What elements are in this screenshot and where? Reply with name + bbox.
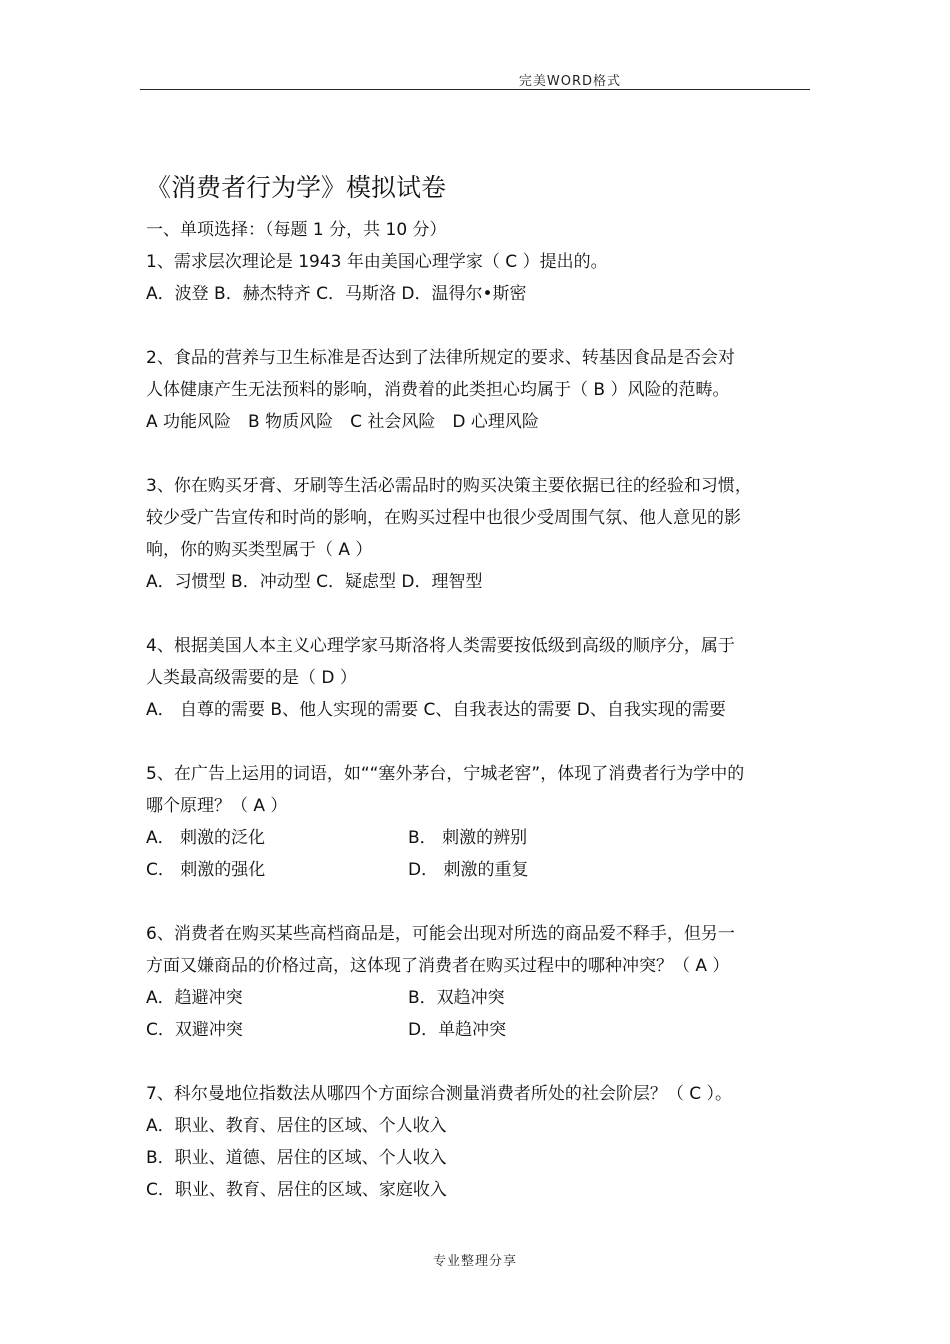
spacer: [146, 886, 814, 918]
option-b: B．双趋冲突: [408, 988, 505, 1008]
option-c: C．双避冲突: [146, 1020, 243, 1040]
option-c: C． 刺激的强化: [146, 860, 266, 880]
option-row: [146, 854, 814, 886]
option-a: A． 刺激的泛化: [146, 828, 266, 848]
spacer: [146, 1046, 814, 1078]
spacer: [146, 310, 814, 342]
spacer: [146, 598, 814, 630]
option-c: C．职业、教育、居住的区域、家庭收入: [146, 1180, 447, 1200]
question-stem-line: 人体健康产生无法预料的影响，消费着的此类担心均属于（ B ）风险的范畴。: [146, 380, 730, 400]
question-options: A 功能风险 B 物质风险 C 社会风险 D 心理风险: [146, 412, 539, 432]
option-row: [146, 982, 814, 1014]
question-stem-line: 5、在广告上运用的词语，如““塞外茅台，宁城老窖”，体现了消费者行为学中的: [146, 764, 745, 784]
question-5: [146, 758, 814, 886]
option-row: [146, 1014, 814, 1046]
option-a: A．职业、教育、居住的区域、个人收入: [146, 1116, 447, 1136]
section-heading: 一、单项选择：（每题 1 分，共 10 分）: [146, 220, 447, 240]
question-3: [146, 470, 814, 598]
question-stem-line: 2、食品的营养与卫生标准是否达到了法律所规定的要求、转基因食品是否会对: [146, 348, 735, 368]
question-stem: 7、科尔曼地位指数法从哪四个方面综合测量消费者所处的社会阶层？（ C ）。: [146, 1084, 732, 1104]
option-d: D． 刺激的重复: [408, 860, 529, 880]
question-stem-line: 3、你在购买牙膏、牙刷等生活必需品时的购买决策主要依据已往的经验和习惯，: [146, 476, 752, 496]
option-b: B．职业、道德、居住的区域、个人收入: [146, 1148, 447, 1168]
spacer: [146, 726, 814, 758]
spacer: [146, 438, 814, 470]
question-options: A．波登 B．赫杰特齐 C．马斯洛 D．温得尔•斯密: [146, 284, 527, 304]
question-7: [146, 1078, 814, 1206]
page-header: 完美WORD格式: [518, 74, 622, 89]
question-stem-line: 哪个原理？（ A ）: [146, 796, 288, 816]
exam-content: [146, 214, 814, 1206]
question-1: [146, 246, 814, 310]
question-6: [146, 918, 814, 1046]
question-stem: 1、需求层次理论是 1943 年由美国心理学家（ C ）提出的。: [146, 252, 608, 272]
option-d: D．单趋冲突: [408, 1020, 507, 1040]
question-stem-line: 方面又嫌商品的价格过高，这体现了消费者在购买过程中的哪种冲突？（ A ）: [146, 956, 730, 976]
question-stem-line: 人类最高级需要的是（ D ）: [146, 668, 357, 688]
page-title: 《消费者行为学》模拟试卷: [146, 173, 447, 202]
option-a: A．趋避冲突: [146, 988, 243, 1008]
question-stem-line: 响，你的购买类型属于（ A ）: [146, 540, 373, 560]
option-b: B． 刺激的辨别: [408, 828, 528, 848]
option-row: [146, 822, 814, 854]
page-footer: 专业整理分享: [432, 1254, 517, 1269]
question-stem-line: 6、消费者在购买某些高档商品是，可能会出现对所选的商品爱不释手，但另一: [146, 924, 735, 944]
question-4: [146, 630, 814, 726]
question-options: A． 自尊的需要 B、他人实现的需要 C、自我表达的需要 D、自我实现的需要: [146, 700, 726, 720]
question-options: A．习惯型 B．冲动型 C．疑虑型 D．理智型: [146, 572, 483, 592]
header-rule: [140, 89, 810, 90]
question-stem-line: 较少受广告宣传和时尚的影响，在购买过程中也很少受周围气氛、他人意见的影: [146, 508, 741, 528]
question-stem-line: 4、根据美国人本主义心理学家马斯洛将人类需要按低级到高级的顺序分，属于: [146, 636, 735, 656]
question-2: [146, 342, 814, 438]
